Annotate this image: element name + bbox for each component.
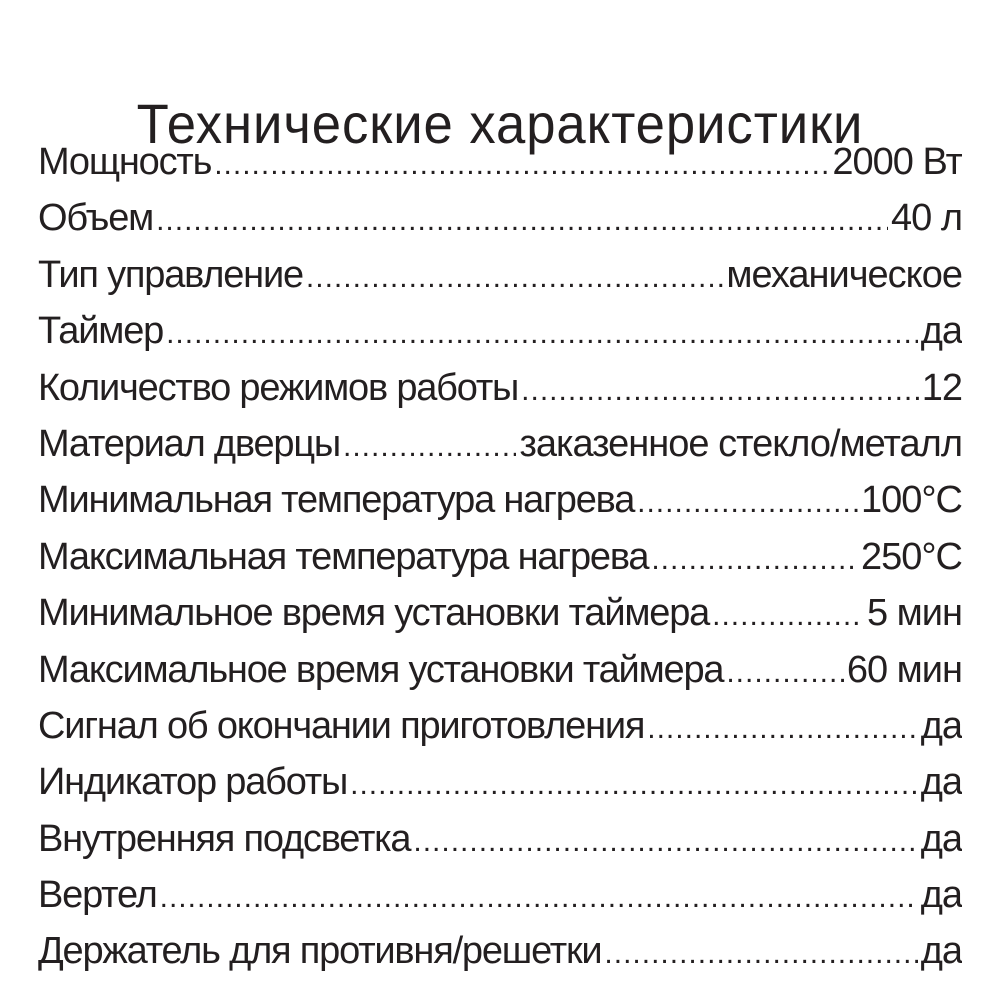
spec-value: 100°С (860, 479, 962, 522)
dot-leader (521, 363, 919, 416)
spec-row (38, 698, 962, 754)
dot-leader (647, 701, 917, 754)
spec-row (38, 247, 962, 303)
spec-value: 60 мин (846, 648, 962, 691)
spec-row (38, 754, 962, 810)
spec-label: Таймер (38, 310, 164, 353)
spec-row (38, 867, 962, 923)
spec-value: да (920, 817, 962, 860)
spec-row (38, 134, 962, 190)
dot-leader (712, 588, 864, 641)
spec-value: да (920, 310, 962, 353)
dot-leader (306, 250, 723, 303)
spec-row (38, 472, 962, 528)
spec-label: Максимальное время установки таймера (38, 648, 724, 691)
spec-row (38, 811, 962, 867)
dot-leader (413, 814, 917, 867)
spec-value: да (920, 874, 962, 917)
spec-row (38, 529, 962, 585)
dot-leader (726, 645, 844, 698)
dot-leader (166, 306, 918, 359)
spec-label: Материал дверцы (38, 422, 340, 465)
dot-leader (604, 926, 917, 979)
spec-label: Индикатор работы (38, 761, 348, 804)
spec-label: Объем (38, 197, 154, 240)
dot-leader (651, 532, 858, 585)
spec-row (38, 416, 962, 472)
spec-row (38, 585, 962, 641)
spec-value: 2000 Вт (832, 141, 962, 183)
spec-row (38, 642, 962, 698)
spec-value: да (920, 704, 962, 747)
spec-value: да (920, 930, 962, 973)
dot-leader (350, 757, 918, 810)
spec-label: Сигнал об окончании приготовления (38, 704, 645, 747)
spec-label: Держатель для противня/решетки (38, 930, 602, 973)
spec-label: Максимальная температура нагрева (38, 535, 649, 578)
spec-value: механическое (726, 253, 962, 296)
spec-list (38, 134, 962, 980)
spec-value: 250°С (860, 535, 962, 578)
spec-value: да (920, 761, 962, 804)
dot-leader (156, 193, 888, 246)
spec-label: Внутренняя подсветка (38, 817, 411, 860)
spec-label: Минимальное время установки таймера (38, 592, 710, 635)
spec-value: 40 л (891, 197, 962, 240)
spec-value: 12 (921, 366, 962, 409)
dot-leader (343, 419, 516, 472)
spec-label: Мощность (38, 141, 212, 183)
dot-leader (160, 870, 918, 923)
spec-label: Вертел (38, 874, 157, 917)
dot-leader (637, 475, 858, 528)
spec-value: 5 мин (866, 592, 962, 635)
dot-leader (214, 137, 829, 190)
page-title: Технические характеристики (136, 91, 864, 155)
spec-row (38, 923, 962, 979)
spec-row (38, 303, 962, 359)
spec-label: Количество режимов работы (38, 366, 519, 409)
spec-row (38, 360, 962, 416)
spec-label: Тип управление (38, 253, 303, 296)
spec-row (38, 190, 962, 246)
spec-label: Минимальная температура нагрева (38, 479, 635, 522)
spec-value: заказенное стекло/металл (519, 422, 962, 465)
